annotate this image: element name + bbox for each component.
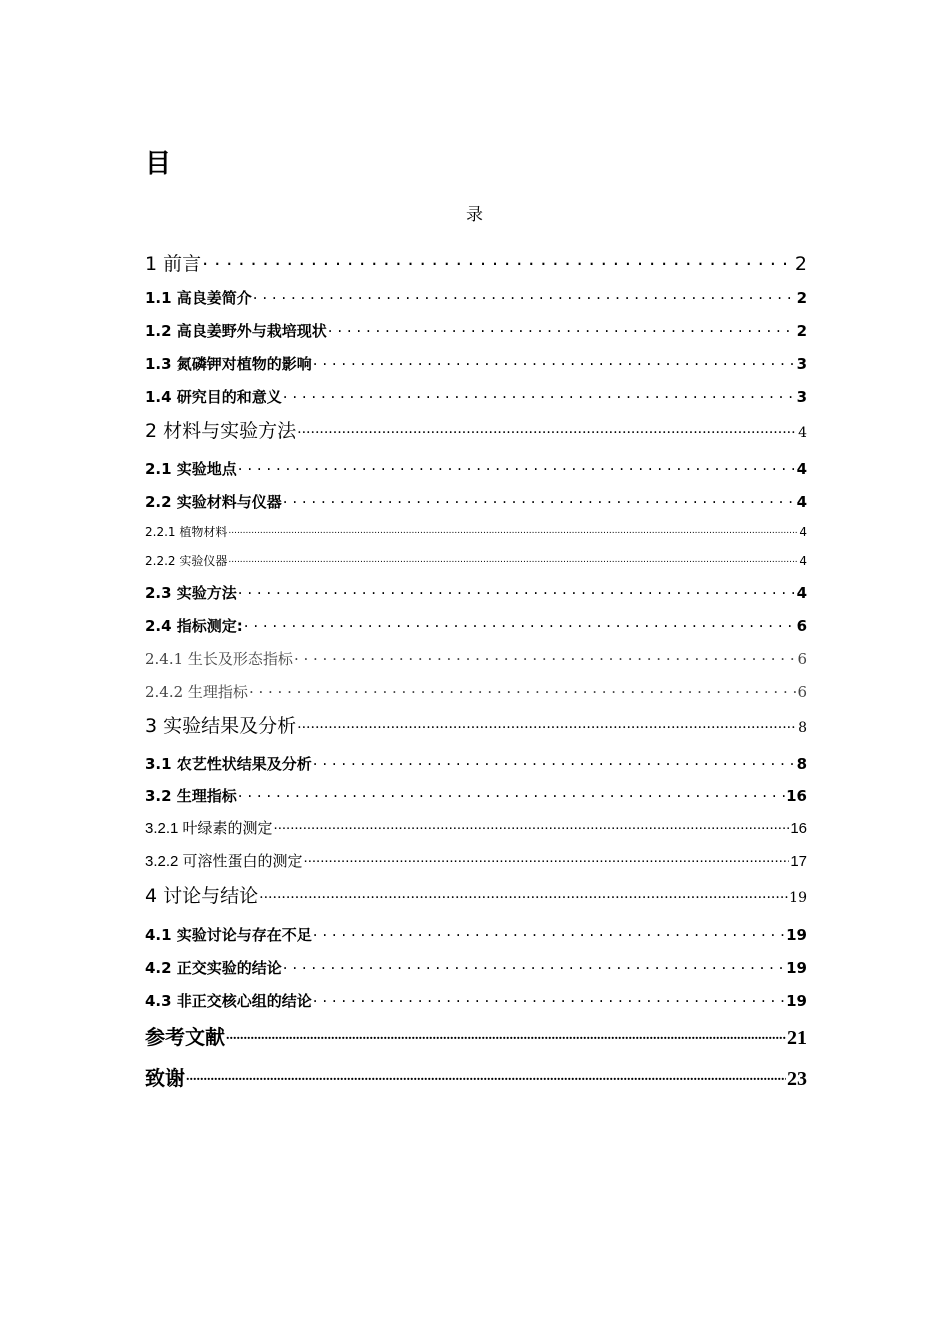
toc-entry-label: 2.4 指标测定: [145, 617, 243, 635]
toc-entry-label: 2.4.1 生长及形态指标 [145, 650, 293, 668]
toc-entry-label: 参考文献 [145, 1027, 225, 1049]
toc-leader [228, 551, 798, 565]
toc-entry-label: 1.4 研究目的和意义 [145, 388, 282, 406]
toc-entry-label: 3.2.2 可溶性蛋白的测定 [145, 853, 303, 870]
toc-entry-page: 8 [798, 720, 807, 736]
toc-entry-label: 2 材料与实验方法 [145, 420, 297, 442]
toc-leader [313, 988, 785, 1006]
toc-entry[interactable] [145, 881, 807, 908]
toc-entry[interactable] [145, 580, 807, 603]
toc-entry-label: 2.3 实验方法 [145, 584, 237, 602]
toc-entry-label: 2.2.2 实验仪器 [145, 554, 228, 569]
toc-entry-label: 3.1 农艺性状结果及分析 [145, 755, 312, 773]
toc-entry[interactable] [145, 551, 807, 569]
toc-entry-label: 1.3 氮磷钾对植物的影响 [145, 355, 312, 373]
toc-entry-page: 2 [794, 252, 807, 275]
toc-leader [186, 1061, 786, 1085]
toc-entry-page: 17 [790, 853, 807, 870]
toc-entry-label: 4.2 正交实验的结论 [145, 959, 282, 977]
toc-leader [328, 318, 796, 336]
toc-title-char2: 录 [466, 205, 483, 225]
toc-entry-page: 19 [786, 992, 807, 1010]
toc-leader [283, 489, 796, 507]
toc-entry[interactable] [145, 679, 807, 702]
toc-entry[interactable] [145, 711, 807, 738]
toc-leader [244, 613, 796, 631]
toc-leader [259, 885, 788, 902]
toc-entry[interactable] [145, 751, 807, 774]
toc-entry[interactable] [145, 922, 807, 945]
toc-leader [238, 783, 785, 801]
toc-entry[interactable] [145, 988, 807, 1011]
toc-entry-label: 4.3 非正交核心组的结论 [145, 992, 312, 1010]
toc-entry-page: 2 [796, 322, 807, 340]
toc-entry-label: 4 讨论与结论 [145, 885, 259, 907]
toc-entry-label: 2.2 实验材料与仪器 [145, 493, 282, 511]
toc-entry-page: 3 [796, 355, 807, 373]
toc-leader [238, 580, 796, 598]
toc-entry-page: 4 [796, 493, 807, 511]
toc-entry-label: 3.2.1 叶绿素的测定 [145, 820, 273, 837]
toc-entry-label: 致谢 [145, 1068, 185, 1090]
toc-entry[interactable] [145, 646, 807, 669]
toc-entry[interactable] [145, 955, 807, 978]
toc-entry-page: 6 [796, 617, 807, 635]
toc-entry-label: 1.2 高良姜野外与栽培现状 [145, 322, 327, 340]
toc-entry-label: 1 前言 [145, 252, 202, 275]
toc-entry-page: 16 [790, 820, 807, 837]
toc-leader [249, 679, 797, 697]
toc-entry-page: 23 [787, 1068, 807, 1090]
toc-entry-label: 2.4.2 生理指标 [145, 683, 248, 701]
toc-entry[interactable] [145, 318, 807, 341]
toc-leader [313, 751, 796, 769]
toc-leader [226, 1020, 786, 1044]
toc-entry-label: 1.1 高良姜简介 [145, 289, 252, 307]
toc-entry-label: 3 实验结果及分析 [145, 715, 297, 737]
toc-entry[interactable] [145, 1020, 807, 1050]
toc-entry-page: 19 [789, 890, 807, 906]
toc-entry-page: 8 [796, 755, 807, 773]
toc-leader [283, 955, 785, 973]
toc-entry-page: 4 [796, 460, 807, 478]
toc-entry[interactable] [145, 783, 807, 806]
toc-entry-page: 3 [796, 388, 807, 406]
toc-entry-page: 2 [796, 289, 807, 307]
toc-entry-label: 2.2.1 植物材料 [145, 525, 228, 540]
toc-leader [294, 646, 797, 664]
toc-leader [228, 522, 798, 536]
toc-entry-page: 4 [796, 584, 807, 602]
toc-entry-label: 4.1 实验讨论与存在不足 [145, 926, 312, 944]
toc-entry-label: 2.1 实验地点 [145, 460, 237, 478]
toc-entry-page: 16 [786, 787, 807, 805]
toc-entry-page: 6 [797, 650, 807, 668]
toc-entry-page: 4 [799, 525, 807, 540]
toc-leader [304, 848, 790, 866]
toc-leader [238, 456, 796, 474]
toc-entry[interactable] [145, 1061, 807, 1091]
toc-entry[interactable] [145, 848, 807, 871]
toc-entry-page: 21 [787, 1027, 807, 1049]
toc-title-char1: 目 [145, 149, 172, 179]
toc-entry[interactable] [145, 613, 807, 636]
toc-leader [283, 384, 796, 402]
toc-leader [313, 351, 796, 369]
toc-entry-page: 4 [799, 554, 807, 569]
toc-leader [313, 922, 785, 940]
toc-entry[interactable] [145, 815, 807, 838]
toc-leader [274, 815, 790, 833]
toc-entry[interactable] [145, 489, 807, 512]
toc-entry[interactable] [145, 247, 807, 276]
toc-entry[interactable] [145, 285, 807, 308]
toc-leader [297, 715, 797, 732]
toc-entry[interactable] [145, 384, 807, 407]
toc-entry-page: 6 [797, 683, 807, 701]
toc-entry[interactable] [145, 351, 807, 374]
toc-entry-page: 19 [786, 926, 807, 944]
toc-entry[interactable] [145, 416, 807, 443]
toc-entry-page: 19 [786, 959, 807, 977]
toc-leader [297, 420, 797, 437]
toc-entry-page: 4 [798, 425, 807, 441]
toc-leader [253, 285, 796, 303]
toc-entry-label: 3.2 生理指标 [145, 787, 237, 805]
toc-entry[interactable] [145, 456, 807, 479]
toc-leader [202, 247, 794, 270]
toc-entry[interactable] [145, 522, 807, 540]
